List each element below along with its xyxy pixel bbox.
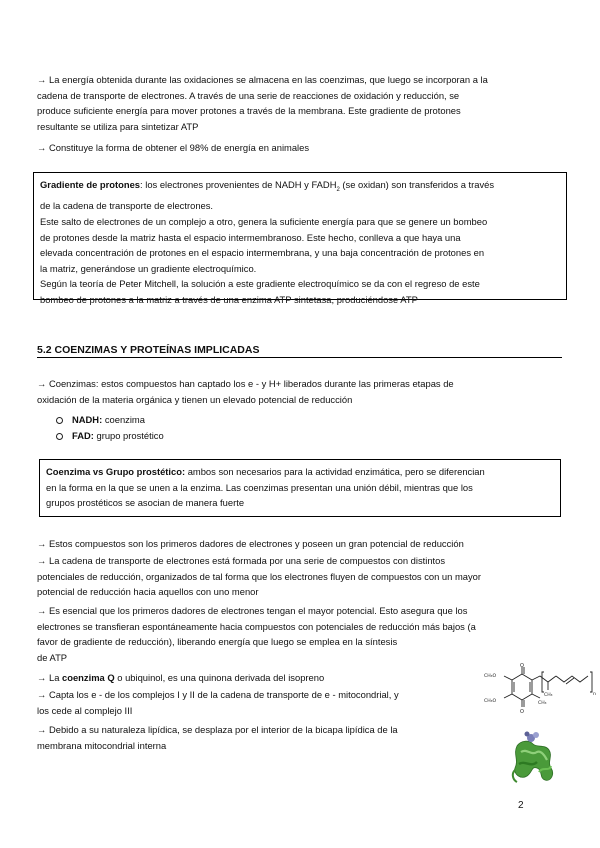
box-title: Coenzima vs Grupo prostético: bbox=[46, 466, 186, 477]
coenzimas-paragraph bbox=[37, 376, 565, 407]
bullet-icon bbox=[56, 433, 63, 440]
intro-paragraph-2 bbox=[37, 140, 565, 156]
methyl-label: CH₃ bbox=[538, 701, 547, 706]
text-line: produce suficiente energía para mover protones a través de la membrana. Este gradiente de protones bbox=[37, 105, 461, 117]
list-item bbox=[56, 428, 164, 444]
coenzyme-vs-prosthetic-box bbox=[39, 459, 561, 517]
oxygen-label: O bbox=[520, 663, 524, 669]
protein-ribbon-figure bbox=[509, 726, 559, 788]
list-term: FAD: bbox=[72, 430, 94, 441]
body-paragraph-2 bbox=[37, 553, 565, 600]
body-paragraph-5 bbox=[37, 687, 471, 718]
text-line: membrana mitocondrial interna bbox=[37, 739, 167, 751]
body-paragraph-3 bbox=[37, 603, 565, 665]
list-term: NADH: bbox=[72, 414, 103, 425]
text-line: → Coenzimas: estos compuestos han captado los e - y H+ liberados durante las primeras etapas de bbox=[37, 378, 454, 389]
subscript: 2 bbox=[336, 186, 340, 193]
text-line bbox=[37, 670, 477, 686]
text-line: → Estos compuestos son los primeros dadores de electrones y poseen un gran potencial de reducción bbox=[37, 538, 464, 549]
text-line: oxidación de la materia orgánica y tienen un elevado potencial de reducción bbox=[37, 393, 353, 405]
text-line: favor de gradiente de reducción), liberando energía que luego se emplea en la síntesis bbox=[37, 636, 398, 648]
text-line: cadena de transporte de electrones. A través de una serie de reacciones de oxidación y reducción, se bbox=[37, 89, 460, 101]
oxygen-label: O bbox=[520, 709, 524, 715]
body-paragraph-1 bbox=[37, 536, 565, 552]
text-line: electrones se transfieran espontáneamente hacia compuestos con potenciales de reducción más bajos (a bbox=[37, 620, 476, 632]
protein-ribbon bbox=[513, 732, 553, 783]
ring-bonds bbox=[504, 667, 592, 707]
box-line: elevada concentración de protones en el espacio intermembrana, y una baja concentración de protones en bbox=[40, 247, 485, 259]
text-line: → La cadena de transporte de electrones está formada por una serie de compuestos con distintos bbox=[37, 555, 446, 566]
methoxy-label: CH₃O bbox=[484, 674, 497, 679]
text-fragment: → La bbox=[37, 672, 63, 683]
box-line: de la cadena de transporte de electrones. bbox=[40, 200, 214, 212]
text-line: los cede al complejo III bbox=[37, 704, 133, 716]
section-heading: 5.2 COENZIMAS Y PROTEÍNAS IMPLICADAS bbox=[37, 344, 562, 358]
text-line: → Capta los e - de los complejos I y II de la cadena de transporte de e - mitocondrial, y bbox=[37, 689, 399, 700]
box-line: grupos prostéticos se asocian de manera fuerte bbox=[46, 497, 245, 509]
methyl-label: CH₃ bbox=[544, 693, 553, 698]
box-line bbox=[46, 464, 554, 480]
text-fragment: o ubiquinol, es una quinona derivada del isopreno bbox=[114, 672, 325, 683]
text-line: de ATP bbox=[37, 651, 68, 663]
list-desc: coenzima bbox=[102, 414, 145, 425]
coenzyme-q-term: coenzima Q bbox=[62, 672, 115, 683]
body-paragraph-4 bbox=[37, 670, 477, 686]
body-paragraph-6 bbox=[37, 722, 471, 753]
page-number: 2 bbox=[518, 800, 524, 811]
proton-gradient-box bbox=[33, 172, 567, 306]
text-line: → La energía obtenida durante las oxidaciones se almacena en las coenzimas, que luego se incorporan a la bbox=[37, 74, 488, 85]
box-text-fragment: ambos son necesarios para la actividad enzimática, pero se diferencian bbox=[185, 466, 485, 477]
text-line: potencial de reducción hacia aquellos con uno menor bbox=[37, 586, 259, 598]
box-text-fragment: : los electrones provenientes de NADH y FADH bbox=[140, 179, 337, 190]
box-title: Gradiente de protones bbox=[40, 179, 141, 190]
box-line: Este salto de electrones de un complejo a otro, genera la suficiente energía para que se genere un bombeo bbox=[40, 216, 488, 228]
list-item bbox=[56, 412, 164, 428]
text-line: potenciales de reducción, organizados de tal forma que los electrones fluyen de compuestos con un mayor bbox=[37, 570, 482, 582]
ubiquinone-structure-figure bbox=[482, 662, 600, 722]
text-line: → Es esencial que los primeros dadores de electrones tengan el mayor potencial. Esto asegura que los bbox=[37, 605, 468, 616]
methoxy-label: CH₃O bbox=[484, 699, 497, 704]
box-text bbox=[46, 464, 554, 511]
text-line: → Debido a su naturaleza lipídica, se desplaza por el interior de la bicapa lipídica de la bbox=[37, 724, 398, 735]
box-line bbox=[40, 177, 560, 198]
intro-paragraph bbox=[37, 72, 565, 134]
list-desc: grupo prostético bbox=[93, 430, 164, 441]
box-line: de protones desde la matriz hasta el espacio intermembranoso. Este hecho, conlleva a que haya una bbox=[40, 231, 461, 243]
text-line: resultante se utiliza para sintetizar ATP bbox=[37, 120, 199, 132]
bullet-icon bbox=[56, 417, 63, 424]
box-line: bombeo de protones a la matriz a través de una enzima ATP sintetasa, produciéndose ATP bbox=[40, 294, 418, 306]
box-line: en la forma en la que se unen a la enzima. Las coenzimas presentan una unión débil, mientras que los bbox=[46, 481, 473, 493]
text-line: → Constituye la forma de obtener el 98% de energía en animales bbox=[37, 142, 310, 153]
repeat-unit-label: n bbox=[593, 692, 596, 697]
coenzyme-list bbox=[56, 412, 164, 444]
box-line: Según la teoría de Peter Mitchell, la solución a este gradiente electroquímico se da con el regreso de este bbox=[40, 278, 480, 290]
box-text bbox=[40, 177, 560, 308]
box-line: la matriz, generándose un gradiente electroquímico. bbox=[40, 262, 257, 274]
box-text-fragment: (se oxidan) son transferidos a través bbox=[339, 179, 495, 190]
